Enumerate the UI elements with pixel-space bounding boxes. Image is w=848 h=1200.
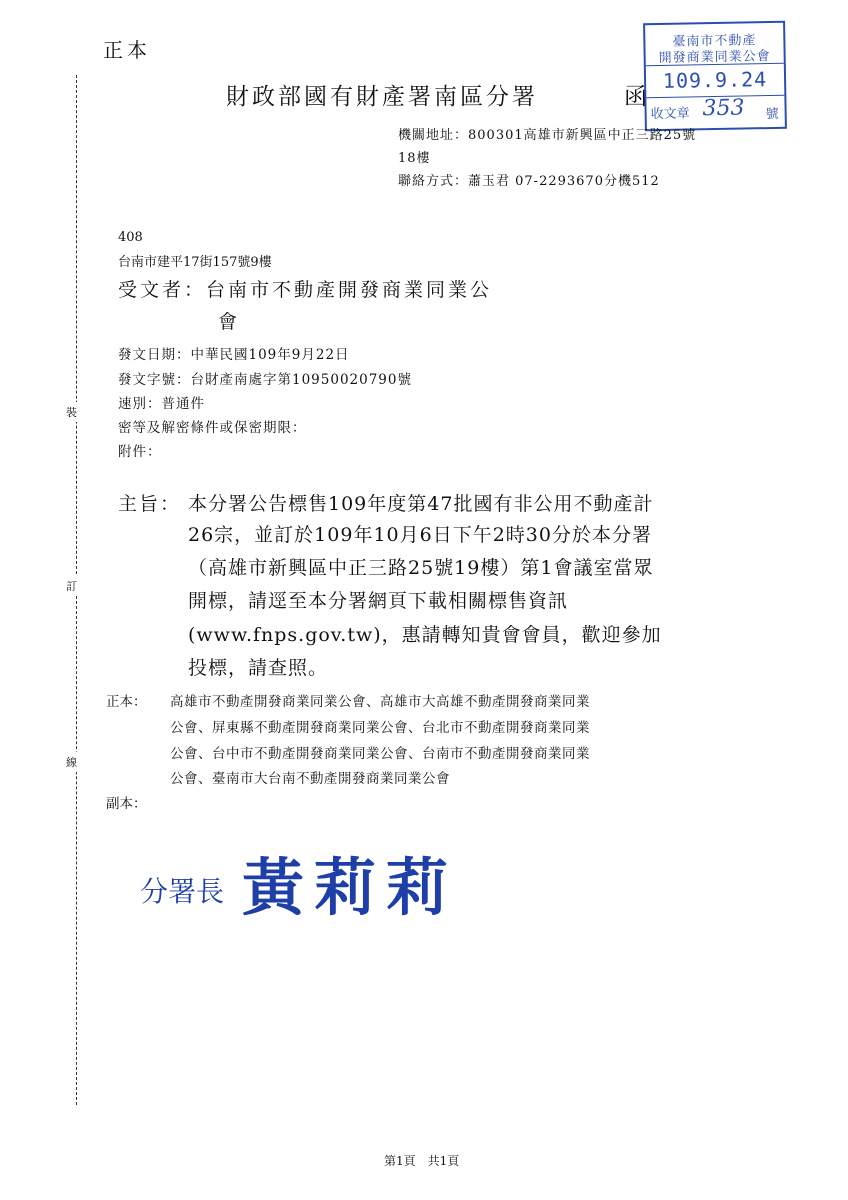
agency-contact: 聯絡方式：蕭玉君 07-2293670分機512 [398, 174, 660, 189]
agency-address-cont: 18樓 [398, 151, 431, 166]
recipient-street-address: 台南市建平17街157號9樓 [118, 255, 272, 270]
original-recipients-line: 公會、屏東縣不動產開發商業同業公會、台北市不動產開發商業同業 [170, 720, 590, 736]
copy-type-label: 正本 [103, 38, 151, 62]
document-type: 函 [624, 84, 647, 110]
subject-label: 主旨： [118, 493, 182, 515]
stamp-org-line2: 開發商業同業公會 [658, 49, 771, 66]
stamp-receipt-suffix: 號 [765, 106, 779, 123]
delivery-speed: 速別：普通件 [118, 396, 205, 412]
original-recipients-line: 公會、台中市不動產開發商業同業公會、台南市不動產開發商業同業 [170, 746, 590, 762]
binding-mark-xian: 線 [66, 752, 77, 772]
issue-date: 發文日期：中華民國109年9月22日 [118, 347, 350, 363]
recipient-name: 受文者：台南市不動產開發商業同業公 [118, 279, 493, 301]
signatory-title: 分署長 [140, 875, 225, 908]
page-number: 第1頁 共1頁 [384, 1154, 460, 1168]
stamp-receipt-number: 353 [702, 95, 745, 122]
original-recipients-label: 正本： [106, 694, 147, 710]
document-issuer-title: 財政部國有財產署南區分署 [226, 84, 538, 110]
security-level: 密等及解密條件或保密期限： [118, 420, 307, 436]
subject-line: 開標，請逕至本分署網頁下載相關標售資訊 [188, 590, 569, 612]
subject-line: 投標，請查照。 [188, 657, 329, 679]
subject-line: 本分署公告標售109年度第47批國有非公用不動產計 [188, 493, 654, 515]
original-recipients-line: 高雄市不動產開發商業同業公會、高雄市大高雄不動產開發商業同業 [170, 694, 590, 710]
signatory-signature: 黃莉莉 [242, 851, 459, 924]
recipient-postal-code: 408 [118, 230, 143, 245]
subject-line: (www.fnps.gov.tw)，惠請轉知貴會會員，歡迎參加 [188, 624, 662, 646]
received-stamp [643, 21, 787, 131]
original-recipients-line: 公會、臺南市大台南不動產開發商業同業公會 [170, 771, 450, 787]
binding-mark-zhuang: 裝 [66, 402, 77, 422]
subject-line: （高雄市新興區中正三路25號19樓）第1會議室當眾 [188, 557, 654, 579]
subject-line: 26宗，並訂於109年10月6日下午2時30分於本分署 [188, 524, 652, 546]
stamp-org-line1: 臺南市不動產 [672, 33, 757, 50]
stamp-receipt-label: 收文章 [650, 106, 690, 123]
stamp-date: 109.9.24 [662, 67, 768, 93]
copy-recipients-label: 副本： [106, 796, 147, 812]
agency-address: 機關地址：800301高雄市新興區中正三路25號 [398, 128, 697, 143]
attachments: 附件： [118, 444, 162, 460]
binding-mark-ding: 訂 [66, 576, 77, 596]
recipient-name-cont: 會 [218, 311, 238, 333]
document-number: 發文字號：台財產南處字第10950020790號 [118, 372, 412, 388]
